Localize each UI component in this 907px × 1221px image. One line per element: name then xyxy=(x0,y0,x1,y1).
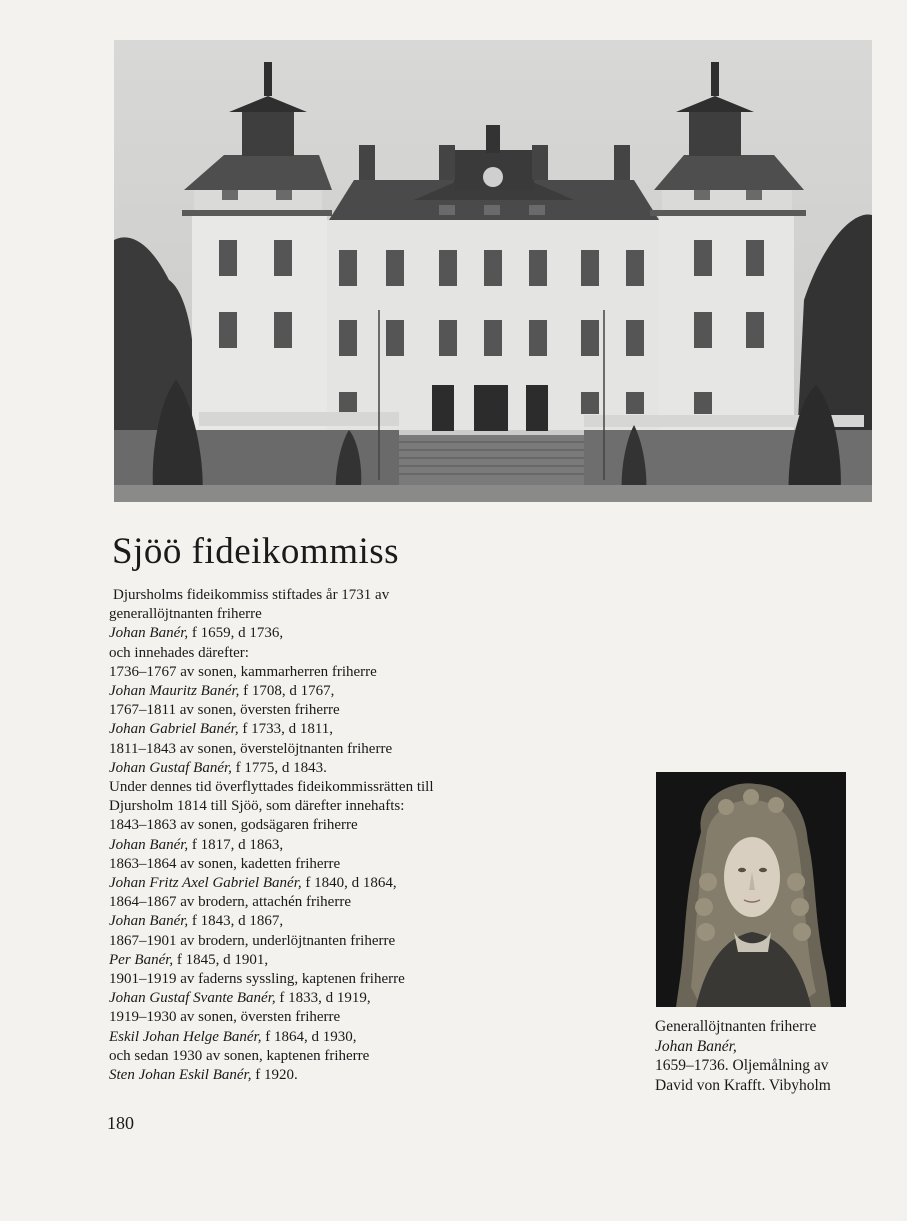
holder-dates: f 1840, d 1864, xyxy=(305,875,397,892)
holder-name: Johan Gustaf Svante Banér, xyxy=(109,990,276,1007)
holder-name: Sten Johan Eskil Banér, xyxy=(109,1067,252,1084)
holder-dates: f 1775, d 1843. xyxy=(235,759,327,776)
holder-dates: f 1659, d 1736, xyxy=(191,625,284,642)
body-line: Djursholm 1814 till Sjöö, som därefter innehafts: xyxy=(109,798,405,815)
holder-dates: f 1864, d 1930, xyxy=(265,1028,357,1045)
tenure-line: 1863–1864 av sonen, kadetten friherre xyxy=(109,855,341,872)
tenure-line: 1864–1867 av brodern, attachén friherre xyxy=(109,894,351,911)
page-title: Sjöö fideikommiss xyxy=(112,531,400,572)
tenure-line: 1736–1767 av sonen, kammarherren friherre xyxy=(109,663,377,680)
holder-entry xyxy=(109,989,579,1008)
tenure-line: 1919–1930 av sonen, översten friherre xyxy=(109,1009,341,1026)
tenure-line: 1901–1919 av faderns syssling, kaptenen friherre xyxy=(109,971,405,988)
portrait-caption xyxy=(655,1017,885,1095)
holder-entry xyxy=(109,720,579,739)
castle-photograph xyxy=(114,40,872,502)
body-line: generallöjtnanten friherre xyxy=(109,606,262,623)
body-line: och innehades därefter: xyxy=(109,644,249,661)
body-line: Under dennes tid överflyttades fideikommissrätten till xyxy=(109,779,434,796)
holder-name: Johan Mauritz Banér, xyxy=(109,683,240,700)
tenure-line: och sedan 1930 av sonen, kaptenen friherre xyxy=(109,1047,370,1064)
caption-line xyxy=(655,1037,885,1057)
holder-dates: f 1843, d 1867, xyxy=(191,913,284,930)
page-number: 180 xyxy=(107,1113,134,1133)
holder-dates: f 1833, d 1919, xyxy=(279,990,371,1007)
caption-name: Johan Banér, xyxy=(655,1037,737,1055)
holder-entry xyxy=(109,1066,579,1085)
body-line: Djursholms fideikommiss stiftades år 1731 av xyxy=(113,587,390,603)
tenure-line: 1867–1901 av brodern, underlöjtnanten friherre xyxy=(109,932,396,949)
portrait-drawing xyxy=(656,772,846,1007)
tenure-line: 1811–1843 av sonen, överstelöjtnanten friherre xyxy=(109,740,393,757)
holder-name: Per Banér, xyxy=(109,951,174,968)
holder-name: Johan Banér, xyxy=(109,913,189,930)
portrait-painting xyxy=(656,772,846,1007)
holder-dates: f 1920. xyxy=(255,1067,298,1084)
holder-name: Johan Banér, xyxy=(109,836,189,853)
holder-name: Johan Banér, xyxy=(109,625,189,642)
caption-line: 1659–1736. Oljemålning av xyxy=(655,1057,829,1074)
holder-name: Eskil Johan Helge Banér, xyxy=(109,1028,262,1045)
body-text xyxy=(109,586,579,1085)
holder-entry xyxy=(109,874,579,893)
holder-entry xyxy=(109,759,579,778)
caption-line: David von Krafft. Vibyholm xyxy=(655,1076,831,1094)
holder-dates: f 1845, d 1901, xyxy=(176,951,269,968)
caption-line: Generallöjtnanten friherre xyxy=(655,1018,817,1035)
holder-entry xyxy=(109,836,579,855)
tenure-line: 1767–1811 av sonen, översten friherre xyxy=(109,702,340,719)
holder-name: Johan Gabriel Banér, xyxy=(109,721,239,738)
holder-entry xyxy=(109,951,579,970)
holder-dates: f 1817, d 1863, xyxy=(191,836,284,853)
holder-dates: f 1708, d 1767, xyxy=(243,683,335,700)
holder-name: Johan Fritz Axel Gabriel Banér, xyxy=(109,875,302,892)
holder-entry xyxy=(109,682,579,701)
tenure-line: 1843–1863 av sonen, godsägaren friherre xyxy=(109,817,358,834)
holder-entry xyxy=(109,912,579,931)
castle-photo-drawing xyxy=(114,40,872,502)
holder-dates: f 1733, d 1811, xyxy=(242,721,334,738)
holder-entry xyxy=(109,1028,579,1047)
holder-entry xyxy=(109,624,579,643)
holder-name: Johan Gustaf Banér, xyxy=(109,759,232,776)
